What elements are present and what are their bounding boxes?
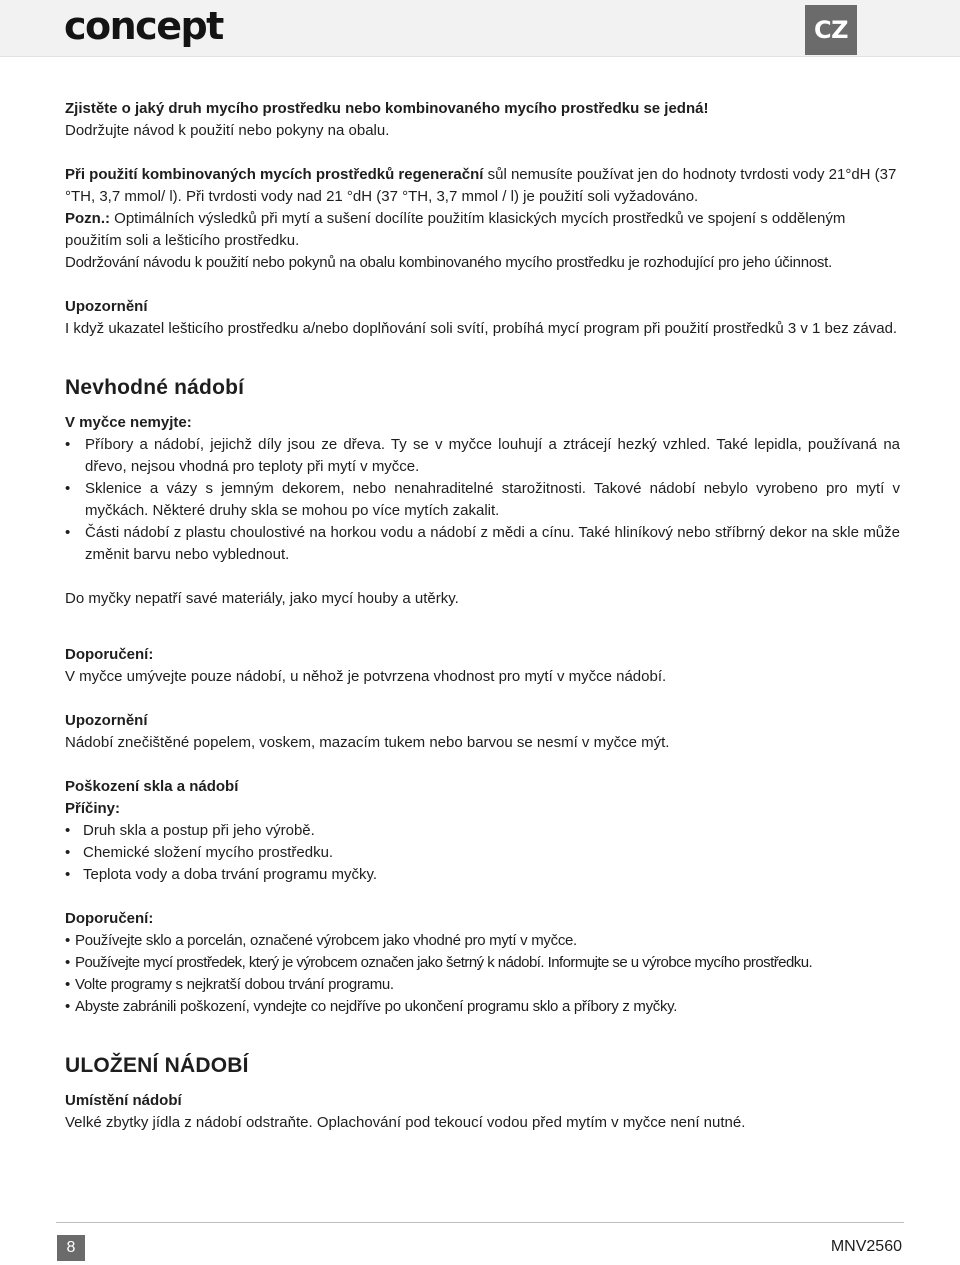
list-item: • Abyste zabránili poškození, vyndejte co nejdříve po ukončení programu sklo a příbory z myčky.: [65, 996, 900, 1018]
note-label: Pozn.:: [65, 210, 110, 227]
storage-text: Velké zbytky jídla z nádobí odstraňte. Oplachování pod tekoucí vodou před mytím v myčce není nutné.: [65, 1114, 746, 1131]
note-text: Optimálních výsledků při mytí a sušení docílíte použitím klasických mycích prostředků ve spojení s odděleným použitím soli a lešticího prostředku.: [65, 210, 846, 249]
list-item: • Používejte mycí prostředek, který je výrobcem označen jako šetrný k nádobí. Informujte se u výrobce mycího prostředku.: [65, 952, 900, 974]
list-item: • Části nádobí z plastu choulostivé na horkou vodu a nádobí z mědi a cínu. Také hliníkový nebo stříbrný dekor na skle může změnit barvu nebo vyblednout.: [65, 522, 900, 566]
page-header: [0, 0, 960, 57]
list-item: • Příbory a nádobí, jejichž díly jsou ze dřeva. Ty se v myčce louhují a ztrácejí hezký vzhled. Také lepidla, používaná na dřevo, nejsou vhodná pro teploty při mytí v myčce.: [65, 434, 900, 478]
warning-title: Upozornění: [65, 298, 148, 315]
unsuitable-subheading: V myčce nemyjte:: [65, 414, 192, 431]
combined-detergent-bold: Při použití kombinovaných mycích prostředků regenerační: [65, 166, 484, 183]
brand-logo: concept: [64, 4, 223, 48]
combined-detergent-paragraph: [65, 164, 900, 208]
recommendation-title: Doporučení:: [65, 910, 154, 927]
list-item: • Chemické složení mycího prostředku.: [65, 842, 900, 864]
warning-text: Nádobí znečištěné popelem, voskem, mazacím tukem nebo barvou se nesmí v myčce mýt.: [65, 734, 670, 751]
absorbent-materials-text: Do myčky nepatří savé materiály, jako mycí houby a utěrky.: [65, 590, 459, 607]
unsuitable-list: [65, 434, 900, 566]
combined-detergent-text: sůl nemusíte používat jen do hodnoty tvrdosti vody 21°dH (37 °TH, 3,7 mmol/ l). Při tvrdosti vody nad 21 °dH (37 °TH, 3,7 mmol / l) je použití soli vyžadováno.: [65, 166, 897, 205]
causes-title: Příčiny:: [65, 800, 121, 817]
model-number: MNV2560: [830, 1238, 902, 1255]
recommendation-list: [65, 930, 900, 1018]
storage-subheading: Umístění nádobí: [65, 1092, 182, 1109]
intro-warning: Zjistěte o jaký druh mycího prostředku nebo kombinovaného mycího prostředku se jedná!: [65, 100, 709, 117]
list-item: • Druh skla a postup při jeho výrobě.: [65, 820, 900, 842]
intro-instruction: Dodržujte návod k použití nebo pokyny na obalu.: [65, 122, 390, 139]
page-number: 8: [57, 1235, 85, 1261]
list-item: • Sklenice a vázy s jemným dekorem, nebo nenahraditelné starožitnosti. Takové nádobí nebylo vyrobeno pro mytí v myčkách. Některé druhy skla se mohou po více mytích zakalit.: [65, 478, 900, 522]
list-item: • Teplota vody a doba trvání programu myčky.: [65, 864, 900, 886]
storage-heading: ULOŽENÍ NÁDOBÍ: [65, 1054, 249, 1077]
list-item: • Používejte sklo a porcelán, označené výrobcem jako vhodné pro mytí v myčce.: [65, 930, 900, 952]
language-badge: CZ: [805, 5, 857, 55]
list-item: • Volte programy s nejkratší dobou trvání programu.: [65, 974, 900, 996]
recommendation-title: Doporučení:: [65, 646, 154, 663]
warning-text: I když ukazatel lešticího prostředku a/nebo doplňování soli svítí, probíhá mycí program při použití prostředků 3 v 1 bez závad.: [65, 320, 898, 337]
page-content: [65, 98, 900, 1134]
recommendation-text: V myčce umývejte pouze nádobí, u něhož je potvrzena vhodnost pro mytí v myčce nádobí.: [65, 668, 667, 685]
note-paragraph: [65, 208, 900, 252]
effectiveness-paragraph: Dodržování návodu k použití nebo pokynů na obalu kombinovaného mycího prostředku je rozhodující pro jeho účinnost.: [65, 254, 832, 271]
footer-divider: [56, 1222, 904, 1223]
warning-title: Upozornění: [65, 712, 148, 729]
unsuitable-heading: Nevhodné nádobí: [65, 376, 245, 399]
causes-list: [65, 820, 900, 886]
glass-damage-title: Poškození skla a nádobí: [65, 778, 239, 795]
